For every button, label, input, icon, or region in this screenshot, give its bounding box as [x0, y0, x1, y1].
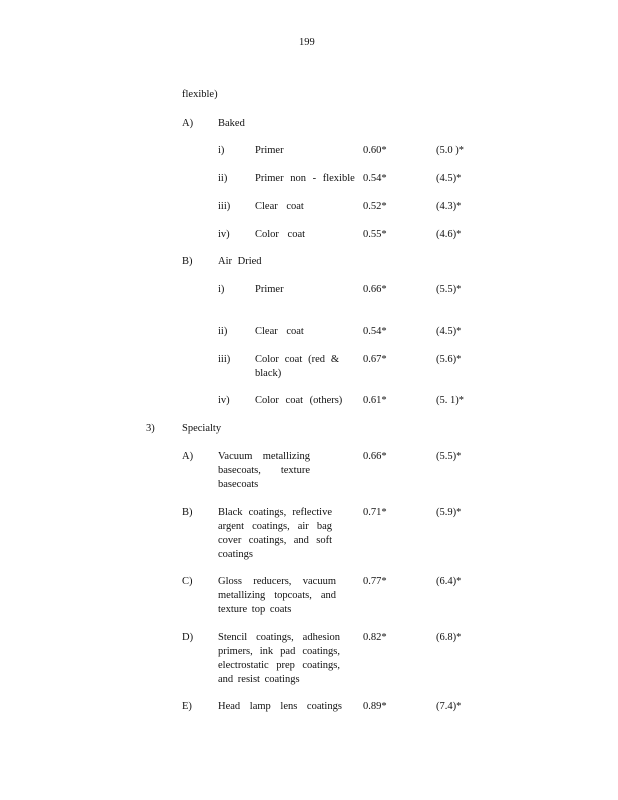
row-paren-value: (5.5)* [436, 284, 462, 295]
row-number: iv) [218, 395, 230, 406]
page-number: 199 [299, 37, 315, 48]
item-paren-value: (5.5)* [436, 451, 462, 462]
item-label: B) [182, 507, 193, 518]
group-b-label: B) [182, 256, 193, 267]
row-value: 0.61* [363, 395, 387, 406]
row-paren-value: (5. 1)* [436, 395, 464, 406]
row-number: iv) [218, 229, 230, 240]
row-number: iii) [218, 354, 231, 365]
item-description: Stencil coatings, adhesion primers, ink pad coatings, electrostatic prep coatings, and resist coatings [218, 632, 340, 685]
item-paren-value: (6.4)* [436, 576, 462, 587]
row-name: Clear coat [255, 326, 304, 337]
row-name: Color coat [255, 229, 306, 240]
row-name: Color coat (others) [255, 395, 343, 406]
item-paren-value: (5.9)* [436, 507, 462, 518]
row-paren-value: (5.6)* [436, 354, 462, 365]
item-value: 0.71* [363, 507, 387, 518]
row-name: Primer non - flexible [255, 173, 355, 184]
row-paren-value: (5.0 )* [436, 145, 464, 156]
section-3-number: 3) [146, 423, 155, 434]
item-description: Gloss reducers, vacuum metallizing topcoats, and texture top coats [218, 576, 336, 615]
item-description: Black coatings, reflective argent coatings, air bag cover coatings, and soft coatings [218, 507, 332, 560]
item-value: 0.66* [363, 451, 387, 462]
row-paren-value: (4.3)* [436, 201, 462, 212]
row-name: Primer [255, 284, 284, 295]
row-value: 0.67* [363, 354, 387, 365]
group-a-title: Baked [218, 118, 245, 129]
item-value: 0.82* [363, 632, 387, 643]
row-value: 0.54* [363, 326, 387, 337]
item-description: Vacuum metallizing basecoats, texture basecoats [218, 451, 310, 490]
row-name: Primer [255, 145, 284, 156]
group-a-label: A) [182, 118, 194, 129]
item-value: 0.89* [363, 701, 387, 712]
row-name: Color coat (red & black) [255, 354, 339, 379]
continuation-text: flexible) [182, 89, 218, 100]
item-label: E) [182, 701, 192, 712]
row-value: 0.60* [363, 145, 387, 156]
item-paren-value: (6.8)* [436, 632, 462, 643]
item-label: C) [182, 576, 193, 587]
row-number: ii) [218, 326, 228, 337]
item-paren-value: (7.4)* [436, 701, 462, 712]
row-paren-value: (4.6)* [436, 229, 462, 240]
section-3-title: Specialty [182, 423, 222, 434]
item-description: Head lamp lens coatings [218, 701, 342, 712]
row-paren-value: (4.5)* [436, 326, 462, 337]
row-value: 0.52* [363, 201, 387, 212]
row-number: i) [218, 145, 225, 156]
row-value: 0.55* [363, 229, 387, 240]
row-name: Clear coat [255, 201, 304, 212]
row-number: iii) [218, 201, 231, 212]
item-label: A) [182, 451, 194, 462]
row-number: i) [218, 284, 225, 295]
row-number: ii) [218, 173, 228, 184]
item-value: 0.77* [363, 576, 387, 587]
item-label: D) [182, 632, 194, 643]
row-value: 0.66* [363, 284, 387, 295]
row-value: 0.54* [363, 173, 387, 184]
group-b-title: Air Dried [218, 256, 262, 267]
row-paren-value: (4.5)* [436, 173, 462, 184]
